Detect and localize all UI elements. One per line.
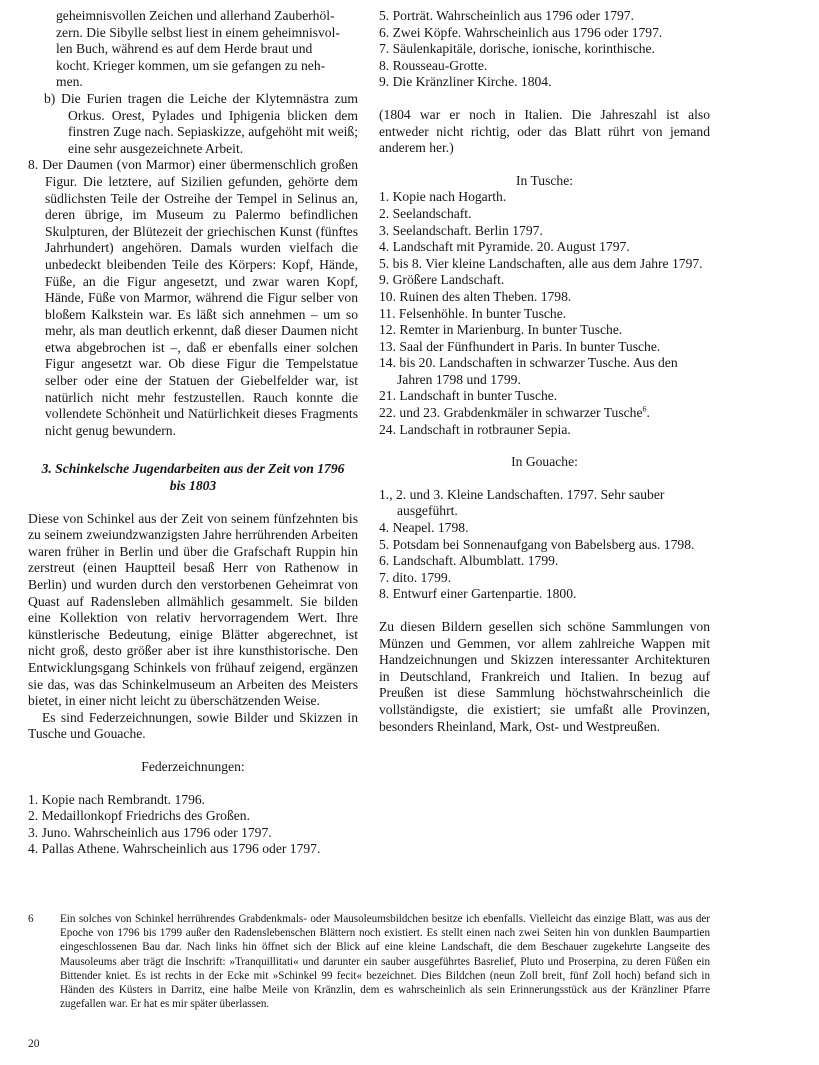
section-heading-line: bis 1803 (169, 478, 217, 494)
tusche-list (379, 189, 710, 438)
list-item: 4. Neapel. 1798. (379, 520, 469, 536)
section-paragraph: Es sind Federzeichnungen, sowie Bilder und Skizzen in Tusche und Gouache. (28, 709, 358, 742)
list-item: 2. Medaillonkopf Friedrichs des Großen. (28, 808, 250, 824)
list-item: 8. Rousseau-Grotte. (379, 57, 488, 73)
list-item: 21. Landschaft in bunter Tusche. (379, 388, 558, 404)
footnote (28, 912, 710, 1011)
feder-heading: Federzeichnungen: (141, 758, 245, 774)
list-item-8: 8. Der Daumen (von Marmor) einer übermenschlich großen Figur. Die letztere, auf Sizilien gefunden, gehörte dem südlichsten Teile der Ostreihe der Tempel in Selinus an, deren übrige, im Museum zu Palermo befindlichen Skulpturen, der Blütezeit der griechischen Kunst (fünftes Jahrhundert) angehören. Damals wurden vielfach die unbedeckt bleibenden Teile des Körpers: Kopf, Hände, Füße, an die Figur angesetzt, und zwar waren Kopf, Hände, Füße von Marmor, während die Figur selber von bloßem Kalkstein war. Es läßt sich annehmen – um so mehr, als man deutlich erkennt, daß dieser Daumen nicht etwa abgebrochen ist –, daß er ebenfalls einer solchen Figur angesetzt war. Ob diese Figur die Tempelstatue selber oder eine der Statuen der Giebelfelder war, ist natürlich nicht mehr festzustellen. Rauch konnte die vollendete Schönheit und Natürlichkeit dieses Fragments nicht genug bewundern. (28, 157, 358, 438)
footnote-number: 6 (28, 913, 34, 925)
intro-paragraph (28, 8, 358, 91)
list-item: 6. Landschaft. Albumblatt. 1799. (379, 553, 559, 569)
text-line: len Buch, während es auf dem Herde braut und (56, 41, 313, 57)
list-item: 5. Porträt. Wahrscheinlich aus 1796 oder 1797. (379, 8, 634, 23)
list-item-end: . (646, 405, 650, 421)
footnote-marker: 6 (642, 404, 647, 414)
list-item: 1. Kopie nach Hogarth. (379, 189, 507, 205)
text-line: zern. Die Sibylle selbst liest in einem geheimnisvol- (56, 24, 340, 40)
list-item: 7. Säulenkapitäle, dorische, ionische, korinthische. (379, 41, 655, 57)
list-item: 4. Pallas Athene. Wahrscheinlich aus 1796 oder 1797. (28, 841, 321, 857)
list-item: 7. dito. 1799. (379, 569, 452, 585)
list-item: 10. Ruinen des alten Theben. 1798. (379, 288, 572, 304)
list-item: 3. Seelandschaft. Berlin 1797. (379, 222, 543, 238)
text-line: kocht. Krieger kommen, um sie gefangen zu neh- (56, 57, 326, 73)
tusche-heading: In Tusche: (515, 172, 574, 188)
list-item: 1. Kopie nach Rembrandt. 1796. (28, 791, 206, 807)
right-column (379, 8, 710, 735)
text-line: geheimnisvollen Zeichen und allerhand Zauberhöl- (56, 8, 335, 23)
list-item: 12. Remter in Marienburg. In bunter Tusche. (379, 322, 623, 338)
list-item: 4. Landschaft mit Pyramide. 20. August 1797. (379, 239, 630, 255)
gouache-heading: In Gouache: (511, 454, 578, 470)
list-item: 6. Zwei Köpfe. Wahrscheinlich aus 1796 oder 1797. (379, 24, 663, 40)
footnote-text: Ein solches von Schinkel herrührendes Grabdenkmals- oder Mausoleumsbildchen besitze ich ebenfalls. Vielleicht das einzige Blatt, was aus der Epoche von 1796 bis 1799 außer den Radenslebenschen Blättern noch existiert. Es stellt einen nach zwei Seiten hin von dunklen Baumpartien eingeschlossenen Bau dar. Nach links hin öffnet sich der Blick auf eine kleine Landschaft, die dem Beschauer zugekehrte Langseite des Mausoleums aber trägt die Inschrift: »Tranquillitati« und darunter ein sauber ausgeführtes Basrelief, Pluto und Proserpina, zu deren Füßen ein Bittender kniet. Es ist rechts in der Ecke mit »Schinkel 99 fecit« bezeichnet. Dies Bildchen (neun Zoll breit, fünf Zoll hoch) befand sich in Händen des Küsters in Darritz, eine halbe Meile von Kränzlin, dem es wahrscheinlich als sein Erinnerungsstück aus der Kränzliner Pfarre zugefallen war. Er hat es mir später überlassen. (60, 913, 710, 1011)
list-item: 14. bis 20. Landschaften in schwarzer Tusche. Aus den Jahren 1798 und 1799. (379, 355, 678, 387)
list-item: 13. Saal der Fünfhundert in Paris. In bunter Tusche. (379, 338, 661, 354)
feder-list-continued (379, 8, 710, 91)
list-item: 3. Juno. Wahrscheinlich aus 1796 oder 1797. (28, 824, 272, 840)
list-item: 8. Entwurf einer Gartenpartie. 1800. (379, 586, 577, 602)
list-item: 5. Potsdam bei Sonnenaufgang von Babelsberg aus. 1798. (379, 536, 695, 552)
list-item: 9. Größere Landschaft. (379, 272, 505, 288)
left-column (28, 8, 358, 858)
note-paragraph: (1804 war er noch in Italien. Die Jahreszahl ist also entweder nicht richtig, oder das Blatt rührt von jemand anderem her.) (379, 106, 710, 156)
section-heading (28, 461, 358, 494)
list-item-text: 22. und 23. Grabdenkmäler in schwarzer Tusche (379, 405, 643, 421)
list-item: 1., 2. und 3. Kleine Landschaften. 1797. Sehr sauber ausgeführt. (379, 486, 665, 519)
list-item-b: b) Die Furien tragen die Leiche der Klytemnästra zum Orkus. Orest, Pylades und Iphigenia blicken dem finstren Zuge nach. Sepiaskizze, aufgehöht mit weiß; eine sehr ausgezeichnete Arbeit. (44, 90, 358, 156)
list-item: 24. Landschaft in rotbrauner Sepia. (379, 421, 571, 437)
gouache-list (379, 487, 710, 603)
closing-paragraph: Zu diesen Bildern gesellen sich schöne Sammlungen von Münzen und Gemmen, vor allem zahlreiche Wappen mit Handzeichnungen und Skizzen interessanter Architekturen in Deutschland, Frankreich und Italien. In bezug auf Preußen ist diese Sammlung höchstwahrscheinlich die vollständigste, die existiert; sie umfaßt alle Provinzen, besonders Rheinland, Mark, Ost- und Westpreußen. (379, 619, 710, 734)
text-line: men. (56, 74, 83, 90)
list-item (379, 405, 710, 422)
list-item: 5. bis 8. Vier kleine Landschaften, alle aus dem Jahre 1797. (379, 255, 703, 271)
feder-list (28, 792, 358, 858)
list-item: 11. Felsenhöhle. In bunter Tusche. (379, 305, 567, 321)
list-item: 2. Seelandschaft. (379, 205, 472, 221)
section-heading-line: 3. Schinkelsche Jugendarbeiten aus der Zeit von 1796 (41, 461, 345, 477)
section-paragraph: Diese von Schinkel aus der Zeit von seinem fünfzehnten bis zu seinem zweiundzwanzigsten Jahre herrührenden Arbeiten waren früher in Berlin und über die Grafschaft Ruppin hin zerstreut (einen Hauptteil besaß Herr von Rathenow in Berlin) und wurden durch den verstorbenen Geheimrat von Quast auf Radensleben allmählich gesammelt. Sie bilden eine Kollektion von relativ hervorragendem Wert. Ihre künstlerische Bedeutung, einige Blätter abgerechnet, ist nicht groß, desto größer aber ist ihre kunsthistorische. Den Entwicklungsgang Schinkels von frühauf zeigend, ergänzen sie das, was das Schinkelmuseum an Arbeiten des Meisters bietet, in einer nicht leicht zu überschätzenden Weise. (28, 510, 358, 709)
page-number: 20 (28, 1038, 40, 1050)
list-item: 9. Die Kränzliner Kirche. 1804. (379, 74, 552, 90)
